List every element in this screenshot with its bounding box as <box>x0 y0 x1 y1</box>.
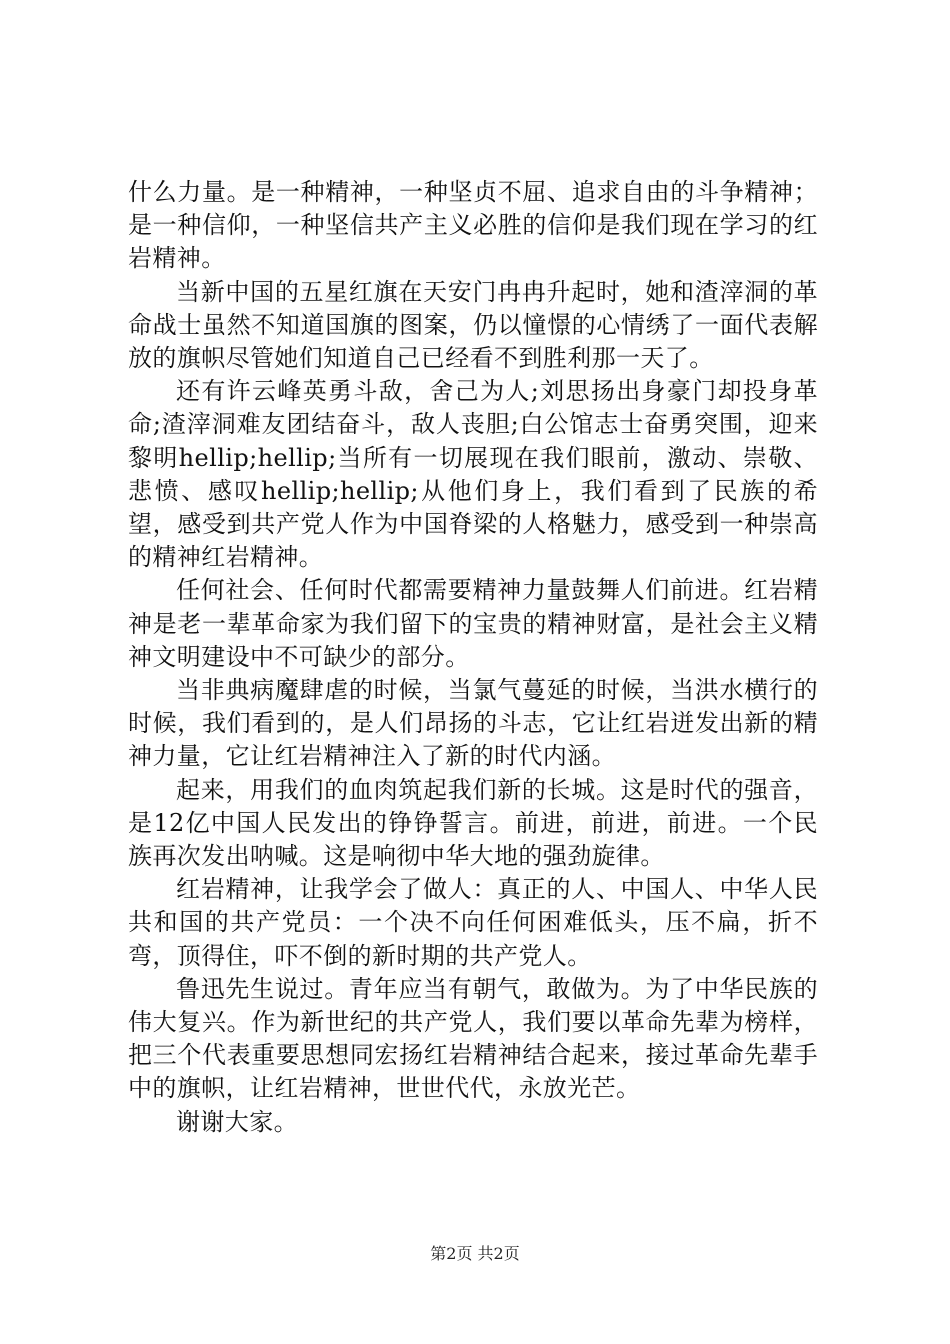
paragraph-9: 谢谢大家。 <box>176 1107 298 1136</box>
page-footer <box>0 1244 950 1264</box>
document-body <box>128 176 818 1139</box>
paragraph-1: 什么力量。是一种精神，一种坚贞不屈、追求自由的斗争精神；是一种信仰，一种坚信共产主义必胜的信仰是我们现在学习的红岩精神。 <box>128 178 818 273</box>
paragraph-8: 鲁迅先生说过。青年应当有朝气，敢做为。为了中华民族的伟大复兴。作为新世纪的共产党人，我们要以革命先辈为榜样，把三个代表重要思想同宏扬红岩精神结合起来，接过革命先辈手中的旗帜，让红岩精神，世世代代，永放光芒。 <box>128 974 818 1103</box>
paragraph-6: 起来，用我们的血肉筑起我们新的长城。这是时代的强音，是12亿中国人民发出的铮铮誓言。前进，前进，前进。一个民族再次发出呐喊。这是响彻中华大地的强劲旋律。 <box>128 775 818 871</box>
paragraph-5: 当非典病魔肆虐的时候，当氯气蔓延的时候，当洪水横行的时候，我们看到的，是人们昂扬的斗志，它让红岩迸发出新的精神力量，它让红岩精神注入了新的时代内涵。 <box>128 676 818 771</box>
paragraph-3: 还有许云峰英勇斗敌，舍己为人;刘思扬出身豪门却投身革命;渣滓洞难友团结奋斗，敌人丧胆;白公馆志士奋勇突围，迎来黎明hellip;hellip;当所有一切展现在我们眼前，激动、崇敬、悲愤、感叹hellip;hellip;从他们身上，我们看到了民族的希望，感受到共产党人作为中国脊梁的人格魅力，感受到一种崇高的精神红岩精神。 <box>128 377 818 572</box>
paragraph-4: 任何社会、任何时代都需要精神力量鼓舞人们前进。红岩精神是老一辈革命家为我们留下的宝贵的精神财富，是社会主义精神文明建设中不可缺少的部分。 <box>128 576 818 671</box>
paragraph-2: 当新中国的五星红旗在天安门冉冉升起时，她和渣滓洞的革命战士虽然不知道国旗的图案，仍以憧憬的心情绣了一面代表解放的旗帜尽管她们知道自己已经看不到胜利那一天了。 <box>128 277 818 373</box>
paragraph-7: 红岩精神，让我学会了做人：真正的人、中国人、中华人民共和国的共产党员：一个决不向任何困难低头，压不扁，折不弯，顶得住，吓不倒的新时期的共产党人。 <box>128 875 818 970</box>
page-number-label: 第2页 共2页 <box>430 1244 520 1263</box>
